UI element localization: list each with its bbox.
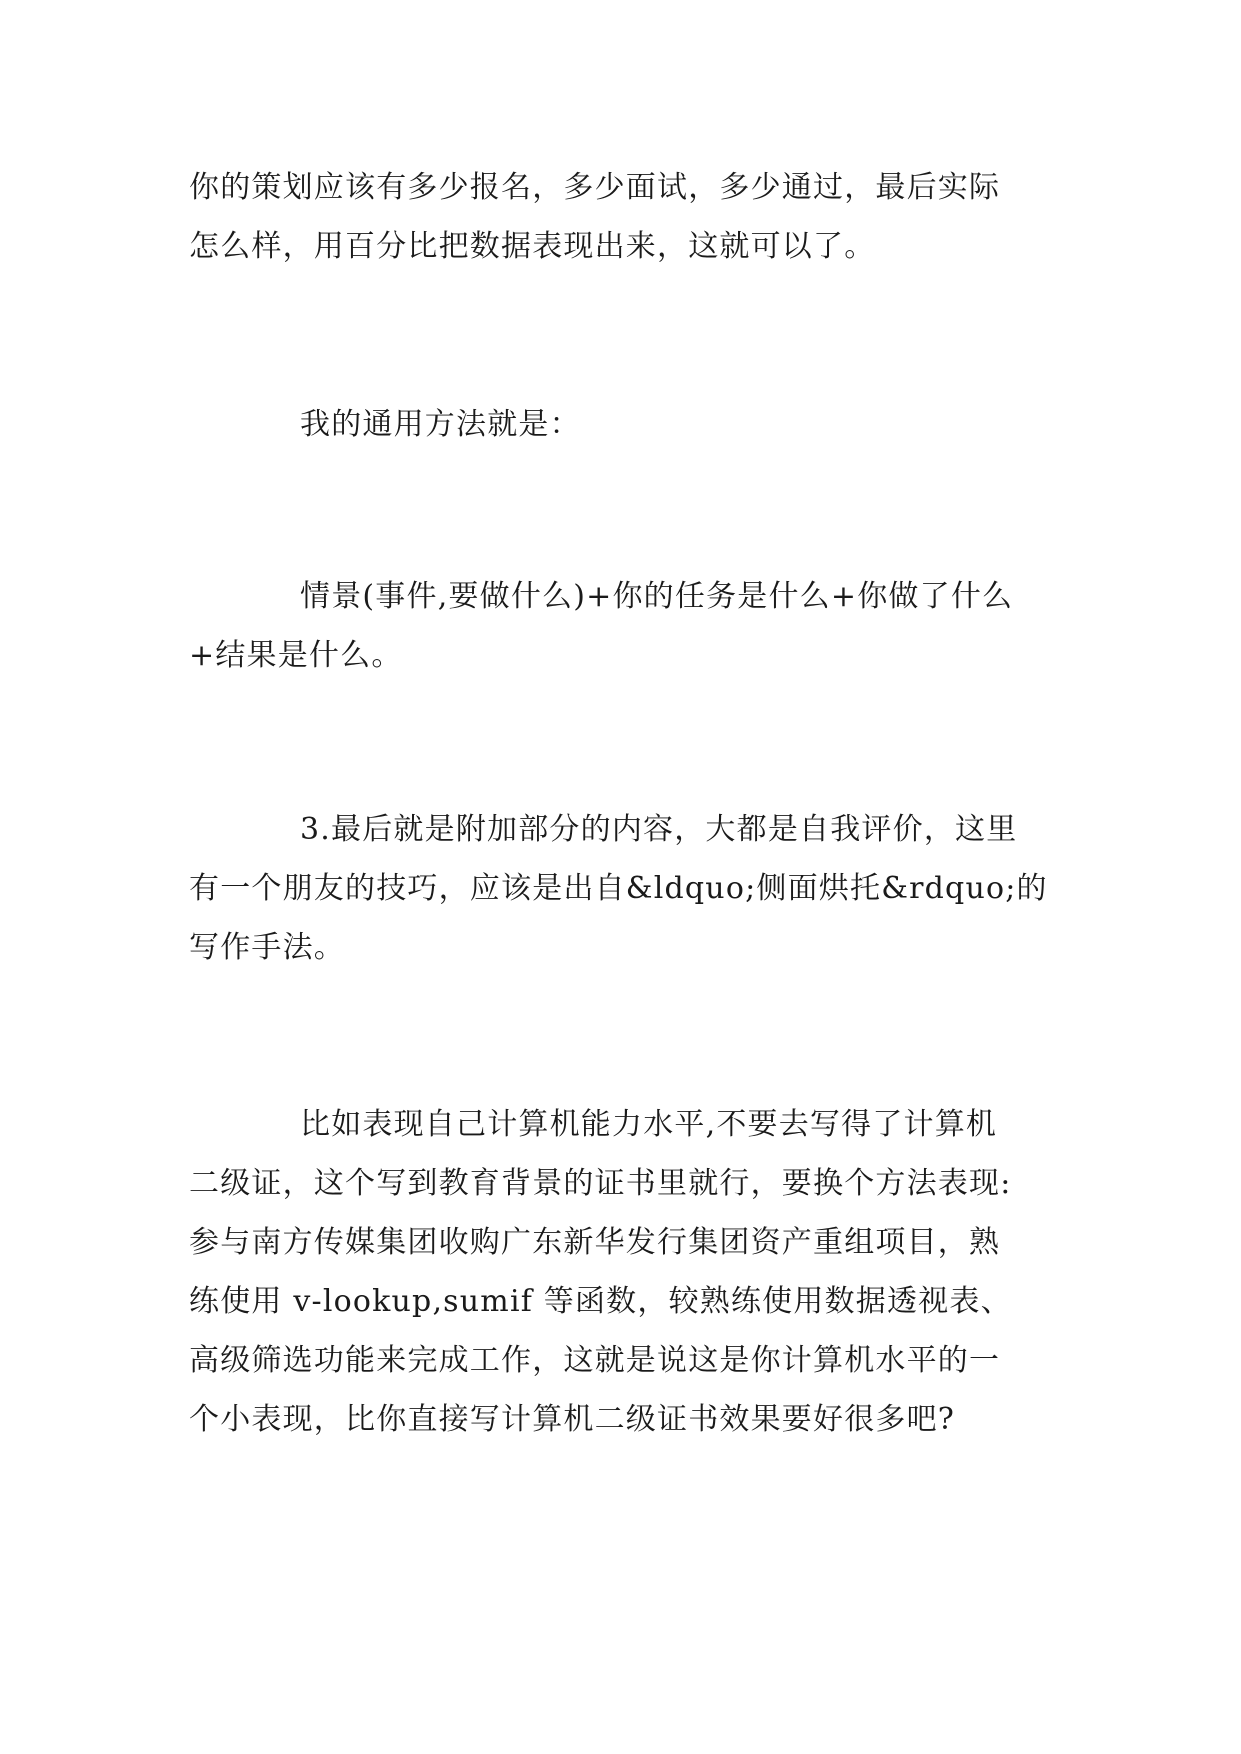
text-line: 写作手法。 bbox=[189, 930, 345, 965]
text-line: 有一个朋友的技巧，应该是出自&ldquo;侧面烘托&rdquo;的 bbox=[189, 871, 1048, 906]
text-line: 高级筛选功能来完成工作，这就是说这是你计算机水平的一 bbox=[189, 1343, 1001, 1378]
text-line: +结果是什么。 bbox=[189, 638, 403, 673]
text-line: 怎么样，用百分比把数据表现出来，这就可以了。 bbox=[189, 229, 876, 264]
paragraph-percentage-data bbox=[189, 158, 1051, 276]
text-line: 3.最后就是附加部分的内容，大都是自我评价，这里 bbox=[300, 812, 1018, 847]
text-line: 参与南方传媒集团收购广东新华发行集团资产重组项目，熟 bbox=[189, 1225, 1001, 1260]
paragraph-general-method bbox=[189, 395, 1051, 454]
text-line: 情景(事件,要做什么)+你的任务是什么+你做了什么 bbox=[300, 579, 1014, 614]
text-line: 比如表现自己计算机能力水平,不要去写得了计算机 bbox=[300, 1107, 998, 1142]
text-line: 我的通用方法就是： bbox=[300, 407, 581, 442]
paragraph-method-formula bbox=[189, 567, 1051, 685]
paragraph-additional-section bbox=[189, 800, 1051, 977]
text-line: 练使用 v-lookup,sumif 等函数，较熟练使用数据透视表、 bbox=[189, 1284, 1012, 1319]
text-line: 二级证，这个写到教育背景的证书里就行，要换个方法表现: bbox=[189, 1166, 1012, 1201]
paragraph-computer-skill-example bbox=[189, 1095, 1051, 1449]
text-line: 你的策划应该有多少报名，多少面试，多少通过，最后实际 bbox=[189, 170, 1001, 205]
text-line: 个小表现，比你直接写计算机二级证书效果要好很多吧? bbox=[189, 1402, 956, 1437]
